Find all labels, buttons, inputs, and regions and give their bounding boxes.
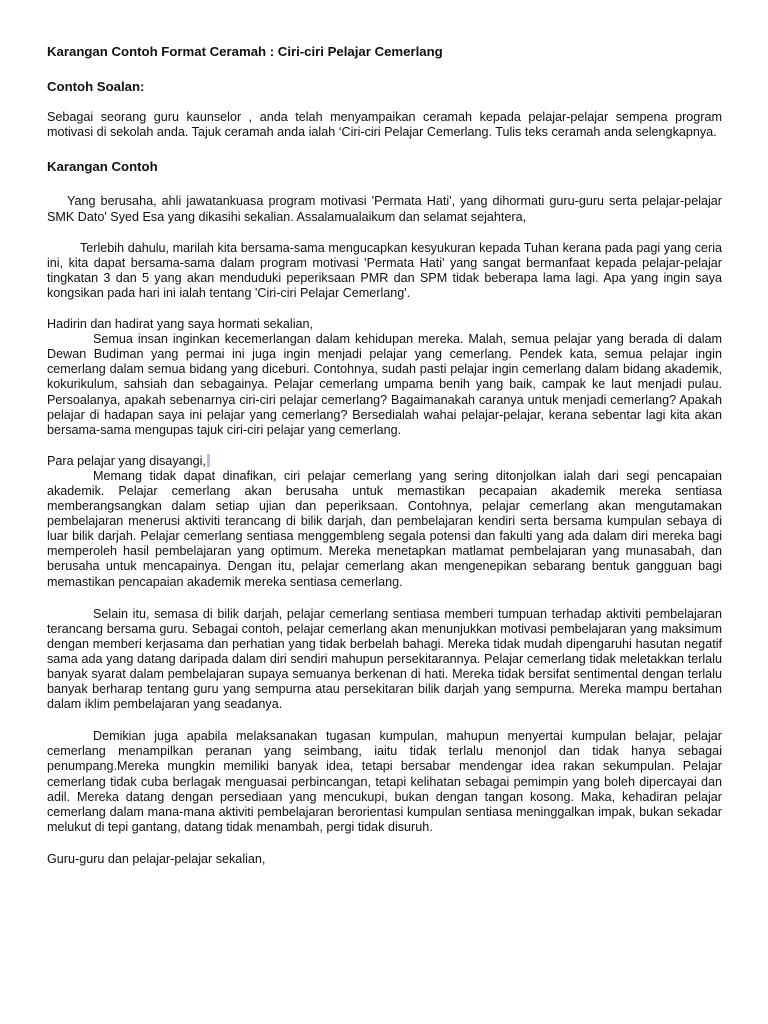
opening-paragraph: Yang berusaha, ahli jawatankuasa program motivasi 'Permata Hati', yang dihormati guru-guru serta pelajar-pelajar SMK Dato' Syed Esa yang dikasihi sekalian. Assalamualaikum dan selamat sejahtera,	[47, 194, 722, 224]
intro-paragraph: Terlebih dahulu, marilah kita bersama-sama mengucapkan kesyukuran kepada Tuhan kerana pada pagi yang ceria ini, kita dapat bersama-sama dalam program motivasi 'Permata Hati' yang sangat bermanfaat kepada pelajar-pelajar tingkatan 3 dan 5 yang akan menduduki peperiksaan PMR dan SPM tidak beberapa lama lagi. Apa yang ingin saya kongsikan pada hari ini ialah tentang 'Ciri-ciri Pelajar Cemerlang'.	[47, 240, 722, 300]
document-title: Karangan Contoh Format Ceramah : Ciri-ciri Pelajar Cemerlang	[47, 44, 443, 59]
body-paragraph-2: Memang tidak dapat dinafikan, ciri pelajar cemerlang yang sering ditonjolkan ialah dari segi pencapaian akademik. Pelajar cemerlang akan berusaha untuk memastikan pecapaian akademik mereka sentiasa memberangsangkan dalam setiap ujian dan peperiksaan. Contohnya, pelajar cemerlang akan mengutamakan pembelajaran menerusi aktiviti terancang di bilik darjah, dan pembelajaran kendiri serta bersama kumpulan sebaya di luar bilik darjah. Pelajar cemerlang sentiasa menggembleng segala potensi dan fakulti yang ada dalam diri mereka bagi memperoleh hasil pembelajaran yang optimum. Mereka menetapkan matlamat pembelajaran yang munasabah, dan berusaha untuk mencapainya. Dengan itu, pelajar cemerlang akan mengenepikan sebarang bentuk gangguan bagi memastikan pencapaian akademik mereka sentiasa cemerlang.	[47, 468, 722, 589]
soalan-heading: Contoh Soalan:	[47, 79, 145, 95]
salutation-para-pelajar-text: Para pelajar yang disayangi,	[47, 453, 206, 468]
contoh-heading: Karangan Contoh	[47, 159, 158, 175]
salutation-hadirin: Hadirin dan hadirat yang saya hormati sekalian,	[47, 317, 314, 332]
body-paragraph-3: Selain itu, semasa di bilik darjah, pelajar cemerlang sentiasa memberi tumpuan terhadap aktiviti pembelajaran terancang bersama guru. Sebagai contoh, pelajar cemerlang akan menunjukkan motivasi pembelajaran yang maksimum dengan memberi kerjasama dan perhatian yang tidak berbelah bahagi. Mereka tidak mudah dipengaruhi hasutan negatif sama ada yang datang daripada dalam diri sendiri mahupun persekitarannya. Pelajar cemerlang tidak meletakkan terlalu banyak syarat dalam pembelajaran supaya semuanya berkenan di hati. Mereka tidak bersifat sentimental dengan terlalu banyak berharap tentang guru yang sempurna atau persekitaran bilik darjah yang sempurna. Mereka mampu bertahan dalam iklim pembelajaran yang seadanya.	[47, 606, 722, 712]
body-paragraph-4: Demikian juga apabila melaksanakan tugasan kumpulan, mahupun menyertai kumpulan belajar, pelajar cemerlang menampilkan peranan yang seimbang, iaitu tidak terlalu menonjol dan tidak hanya sebagai penumpang.Mereka mungkin memiliki banyak idea, tetapi bersabar mendengar idea rakan sekumpulan. Pelajar cemerlang tidak cuba berlagak menguasai perbincangan, tetapi kelihatan sebagai pemimpin yang boleh dipercayai dan adil. Mereka datang dengan persediaan yang mencukupi, bukan dengan tangan kosong. Maka, kehadiran pelajar cemerlang dalam mana-mana aktiviti pembelajaran berorientasi kumpulan sentiasa meninggalkan impak, bukan sekadar melukut di tepi gantang, datang tidak menambah, pergi tidak disuruh.	[47, 729, 722, 834]
salutation-guru-guru: Guru-guru dan pelajar-pelajar sekalian,	[47, 851, 266, 866]
salutation-para-pelajar	[47, 454, 722, 469]
body-paragraph-1: Semua insan inginkan kecemerlangan dalam kehidupan mereka. Malah, semua pelajar yang berada di dalam Dewan Budiman yang permai ini juga ingin menjadi pelajar yang cemerlang. Pendek kata, semua pelajar ingin cemerlang dalam semua bidang yang diceburi. Contohnya, sudah pasti pelajar ingin cemerlang dalam bidang akademik, kokurikulum, sahsiah dan sebagainya. Pelajar cemerlang umpama benih yang baik, campak ke laut menjadi pulau. Persoalanya, apakah sebenarnya ciri-ciri pelajar cemerlang? Bagaimanakah caranya untuk menjadi cemerlang? Apakah pelajar di hadapan saya ini pelajar yang cemerlang? Bersedialah wahai pelajar-pelajar, kerana sebentar lagi kita akan bersama-sama mengupas tajuk ciri-ciri pelajar yang cemerlang.	[47, 332, 722, 437]
text-cursor-highlight	[207, 454, 210, 467]
soalan-paragraph: Sebagai seorang guru kaunselor , anda telah menyampaikan ceramah kepada pelajar-pelajar sempena program motivasi di sekolah anda. Tajuk ceramah anda ialah ‘Ciri-ciri Pelajar Cemerlang. Tulis teks ceramah anda selengkapnya.	[47, 110, 722, 140]
